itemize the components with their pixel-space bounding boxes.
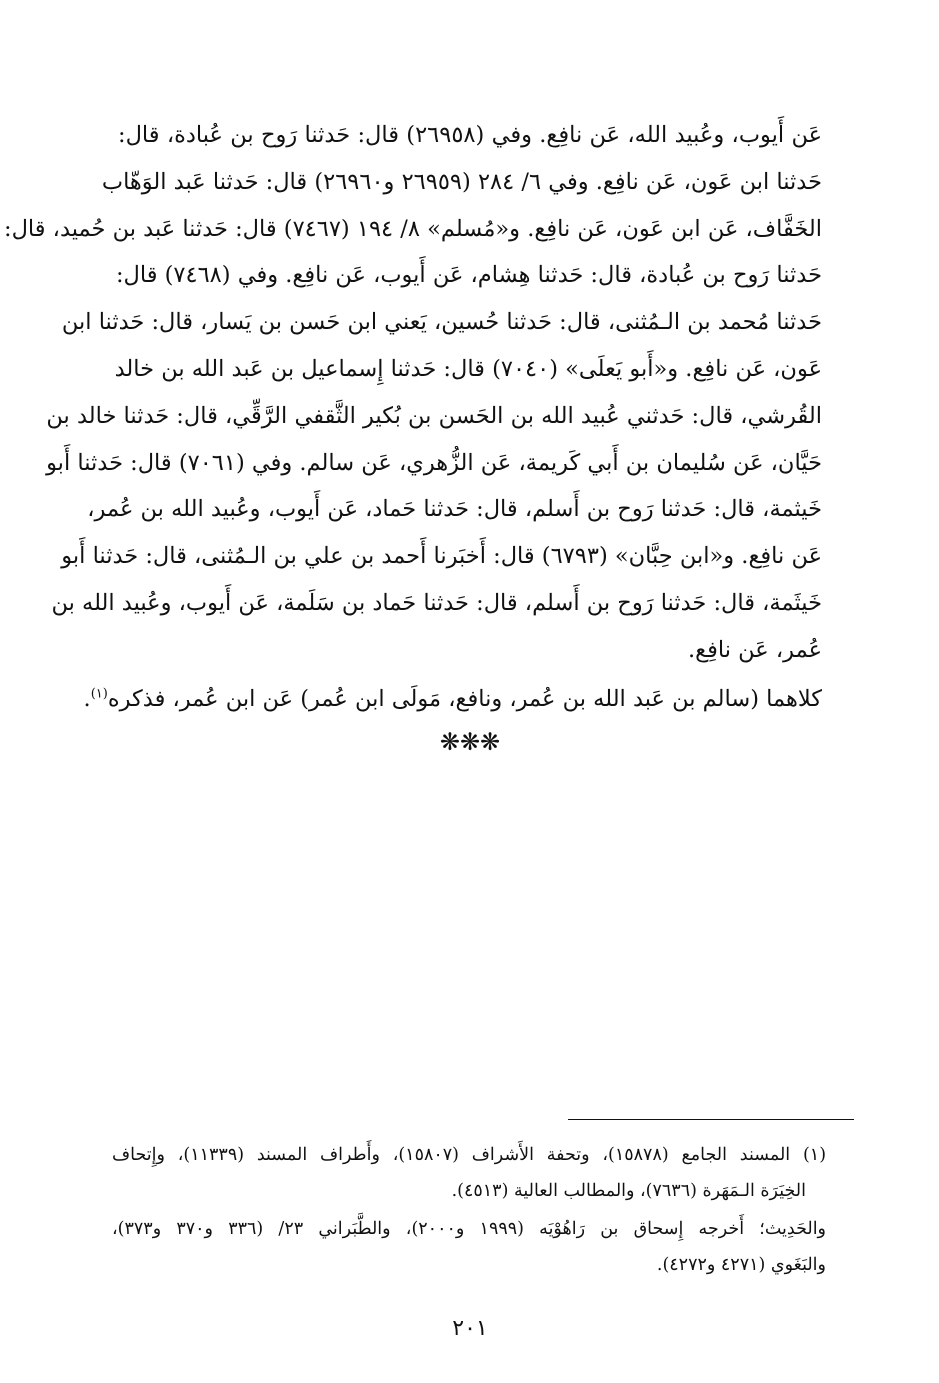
text-line: عَن نافِع. و«ابن حِبَّان» (٦٧٩٣) قال: أَخبَرنا أَحمد بن علي بن الـمُثنى، قال: حَدثنا أَبو xyxy=(61,543,822,570)
footnotes-block xyxy=(112,1138,826,1283)
text-line: عُمر، عَن نافِع. xyxy=(688,636,822,663)
text-line: حَدثنا مُحمد بن الـمُثنى، قال: حَدثنا حُسين، يَعني ابن حَسن بن يَسار، قال: حَدثنا ابن xyxy=(61,309,822,336)
closing-line xyxy=(83,676,822,722)
text-line: خَيثَمة، قال: حَدثنا رَوح بن أَسلم، قال: حَدثنا حَماد بن سَلَمة، عَن أَيوب، وعُبيد الله بن xyxy=(51,589,822,616)
text-line: القُرشي، قال: حَدثني عُبيد الله بن الحَسن بن بُكير الثَّقفي الرَّقِّي، قال: حَدثنا خالد بن xyxy=(46,402,822,429)
footnote-separator xyxy=(568,1119,854,1120)
text-line: حَيَّان، عَن سُليمان بن أَبي كَريمة، عَن الزُّهري، عَن سالم. وفي (٧٠٦١) قال: حَدثنا أَبو xyxy=(46,449,822,476)
footnote-line: الخِيَرَة الـمَهَرة (٧٦٣٦)، والمطالب العالية (٤٥١٣). xyxy=(451,1180,806,1201)
footnote-marker: (١) xyxy=(90,686,108,702)
footnote-line: والبَغَوي (٤٢٧١ و٤٢٧٢). xyxy=(656,1254,826,1275)
text-line: خَيثمة، قال: حَدثنا رَوح بن أَسلم، قال: حَدثنا حَماد، عَن أَيوب، وعُبيد الله بن عُمر، xyxy=(87,496,822,523)
closing-period: . xyxy=(83,686,91,712)
main-text-block xyxy=(3,112,822,674)
text-line: عَون، عَن نافِع. و«أَبو يَعلَى» (٧٠٤٠) قال: حَدثنا إِسماعيل بن عَبد الله بن خالد xyxy=(114,355,822,382)
footnote-line: والحَدِيث؛ أَخرجه إِسحاق بن رَاهُوْيَه (١٩٩٩ و٢٠٠٠)، والطَّبَراني ٢٣/ (٣٣٦ و٣٧٠ و٣٧٣)، xyxy=(112,1219,827,1239)
text-line: عَن أَيوب، وعُبيد الله، عَن نافِع. وفي (٢٦٩٥٨) قال: حَدثنا رَوح بن عُبادة، قال: xyxy=(118,122,822,148)
text-line: حَدثنا رَوح بن عُبادة، قال: حَدثنا هِشام، عَن أَيوب، عَن نافِع. وفي (٧٤٦٨) قال: xyxy=(115,262,822,289)
section-ornament: ❋❋❋ xyxy=(439,728,501,756)
text-line: حَدثنا ابن عَون، عَن نافِع. وفي ٦/ ٢٨٤ (٢٦٩٥٩ و٢٦٩٦٠) قال: حَدثنا عَبد الوَهّاب xyxy=(101,168,822,195)
closing-text: كلاهما (سالم بن عَبد الله بن عُمر، ونافع، مَولَى ابن عُمر) عَن ابن عُمر، فذكره xyxy=(107,686,822,712)
text-line: الخَفَّاف، عَن ابن عَون، عَن نافِع. و«مُسلم» ٨/ ١٩٤ (٧٤٦٧) قال: حَدثنا عَبد بن حُميد، قال: xyxy=(3,215,822,242)
page-number: ٢٠١ xyxy=(452,1316,488,1341)
footnote-line: (١) المسند الجامع (١٥٨٧٨)، وتحفة الأَشراف (١٥٨٠٧)، وأَطراف المسند (١١٣٣٩)، وإِتحاف xyxy=(112,1145,827,1165)
